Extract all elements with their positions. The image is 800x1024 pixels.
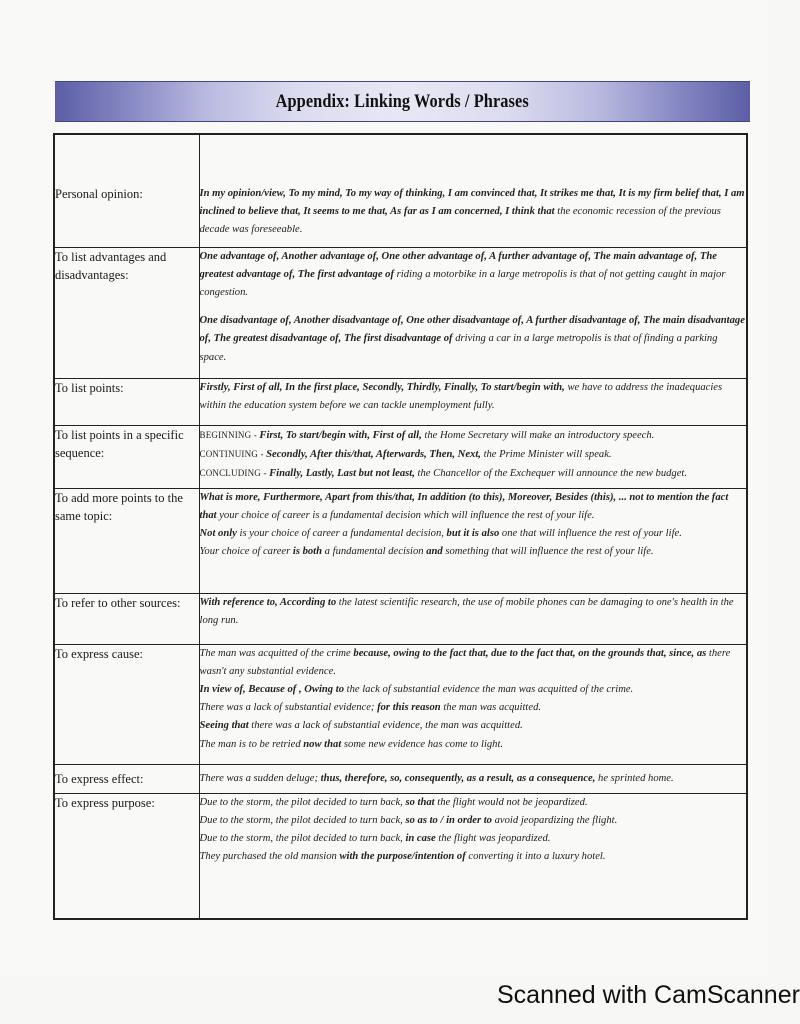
row-content [199,425,747,488]
example-text: the latest scientific research, the use of mobile phones can be damaging to one's health in the long run. [199,596,734,626]
example-text: driving a car in a large metropolis is that of finding a parking space. [199,333,718,363]
label-text: To express cause: [55,646,143,661]
table-row [54,378,747,425]
linking-phrase: One disadvantage of, Another disadvantage of, One other disadvantage of, A further disadvantage of, The main disadvantage of, The greatest disadvantage of, The first disadvantage of [199,315,745,345]
example-text: the man was acquitted. [440,702,542,714]
example-text: Your choice of career [199,546,293,558]
example-text: some new evidence has come to light. [341,738,504,750]
example-text: the flight was jeopardized. [435,832,551,844]
example-text: the flight would not be jeopardized. [434,796,588,808]
sequence-marker: CONCLUDING - [199,467,270,478]
label-text: To list points: [55,380,124,395]
linking-phrase: with the purpose/intention of [339,851,466,863]
row-label [54,644,199,764]
example-text: he sprinted home. [595,772,674,784]
example-text: there was a lack of substantial evidence, the man was acquitted. [248,720,523,732]
table-row [54,593,747,644]
linking-phrase: so as to / in order to [405,814,492,826]
table-row [54,488,747,593]
example-text: There was a lack of substantial evidence; [199,702,378,714]
example-text: we have to address the inadequacies within the education system before we can tackle unemployment fully. [199,381,723,411]
row-label [54,488,199,593]
label-text: Personal opinion: [55,187,143,201]
row-label [54,247,199,378]
example-text: the Home Secretary will make an introductory speech. [421,429,655,441]
label-text: To add more points to the same topic: [55,490,183,523]
row-label [54,425,199,488]
example-text: there wasn't any substantial evidence. [199,647,731,677]
example-text: They purchased the old mansion [199,851,340,863]
scanner-watermark: Scanned with CamScanner [497,981,800,1009]
linking-phrase: Finally, Lastly, Last but not least, [269,467,415,479]
row-label [54,378,199,425]
linking-phrase: but it is also [446,527,500,539]
linking-phrase: for this reason [377,702,441,714]
table-row [54,134,747,247]
example-text: avoid jeopardizing the flight. [491,814,618,826]
linking-phrase: so that [405,796,435,808]
label-text: To refer to other sources: [55,595,181,610]
table-row [54,793,747,919]
example-text: is your choice of career a fundamental decision, [236,527,447,539]
linking-phrase: Secondly, After this/that, Afterwards, Then, Next, [266,448,481,460]
example-text: the Prime Minister will speak. [480,448,612,460]
table-row [54,425,747,488]
example-text: Due to the storm, the pilot decided to turn back, [199,832,406,844]
row-content [199,593,747,644]
title-banner [55,81,750,122]
linking-phrase: is both [292,546,323,558]
example-text: Due to the storm, the pilot decided to turn back, [199,814,406,826]
linking-phrase: because, owing to the fact that, due to the fact that, on the grounds that, since, as [353,647,707,659]
linking-words-table [53,133,748,920]
example-text: the lack of substantial evidence the man was acquitted of the crime. [344,683,634,695]
linking-phrase: thus, therefore, so, consequently, as a result, as a consequence, [320,772,596,784]
label-text: To list points in a specific sequence: [55,427,184,460]
example-text: converting it into a luxury hotel. [465,851,606,863]
row-content [199,488,747,593]
linking-phrase: What is more, Furthermore, Apart from this/that, In addition (to this), Moreover, Besides (this), ... not to mention the fact that [199,491,729,521]
page-title: Appendix: Linking Words / Phrases [275,90,530,112]
label-text: To express effect: [55,771,144,786]
linking-phrase: and [426,546,443,558]
row-label [54,793,199,919]
linking-phrase: With reference to, According to [199,596,337,608]
example-text: The man is to be retried [199,738,304,750]
example-text: riding a motorbike in a large metropolis is that of not getting caught in major congestion. [199,268,726,298]
linking-phrase: Not only [199,527,237,539]
label-text: To express purpose: [55,795,155,810]
example-text: the economic recession of the previous decade was foreseeable. [199,206,721,236]
example-text: Due to the storm, the pilot decided to turn back, [199,796,406,808]
example-text: the Chancellor of the Exchequer will announce the new budget. [414,467,688,479]
row-content [199,247,747,378]
row-label [54,134,199,247]
row-label [54,764,199,793]
row-content [199,764,747,793]
example-text: There was a sudden deluge; [199,772,321,784]
linking-phrase: First, To start/begin with, First of all, [259,429,422,441]
linking-phrase: One advantage of, Another advantage of, One other advantage of, A further advantage of, The main advantage of, The greatest advantage of, The first advantage of [199,250,717,280]
example-text: your choice of career is a fundamental decision which will influence the rest of your life. [216,509,595,521]
linking-phrase: Seeing that [199,720,249,732]
example-text: The man was acquitted of the crime [199,647,354,659]
sequence-marker: BEGINNING - [199,429,260,440]
linking-phrase: now that [303,738,342,750]
linking-phrase: In my opinion/view, To my mind, To my way of thinking, I am convinced that, It strikes me that, It is my firm belief that, I am inclined to believe that, It seems to me that, As far as I am concerned, I think that [199,188,745,218]
row-content [199,378,747,425]
row-content [199,134,747,247]
example-text: a fundamental decision [322,546,427,558]
linking-phrase: in case [405,832,436,844]
table-row [54,247,747,378]
disadvantages-paragraph [200,312,747,367]
row-content [199,644,747,764]
example-text: one that will influence the rest of your life. [499,527,682,539]
row-label [54,593,199,644]
sequence-marker: CONTINUING - [199,448,267,459]
linking-phrase: Firstly, First of all, In the first place, Secondly, Thirdly, Finally, To start/begin with, [199,381,565,393]
table-row [54,764,747,793]
table-row [54,644,747,764]
row-content [199,793,747,919]
advantages-paragraph [200,248,747,303]
label-text: To list advantages and disadvantages: [55,249,167,282]
linking-phrase: In view of, Because of , Owing to [199,683,344,695]
example-text: something that will influence the rest of your life. [442,546,654,558]
